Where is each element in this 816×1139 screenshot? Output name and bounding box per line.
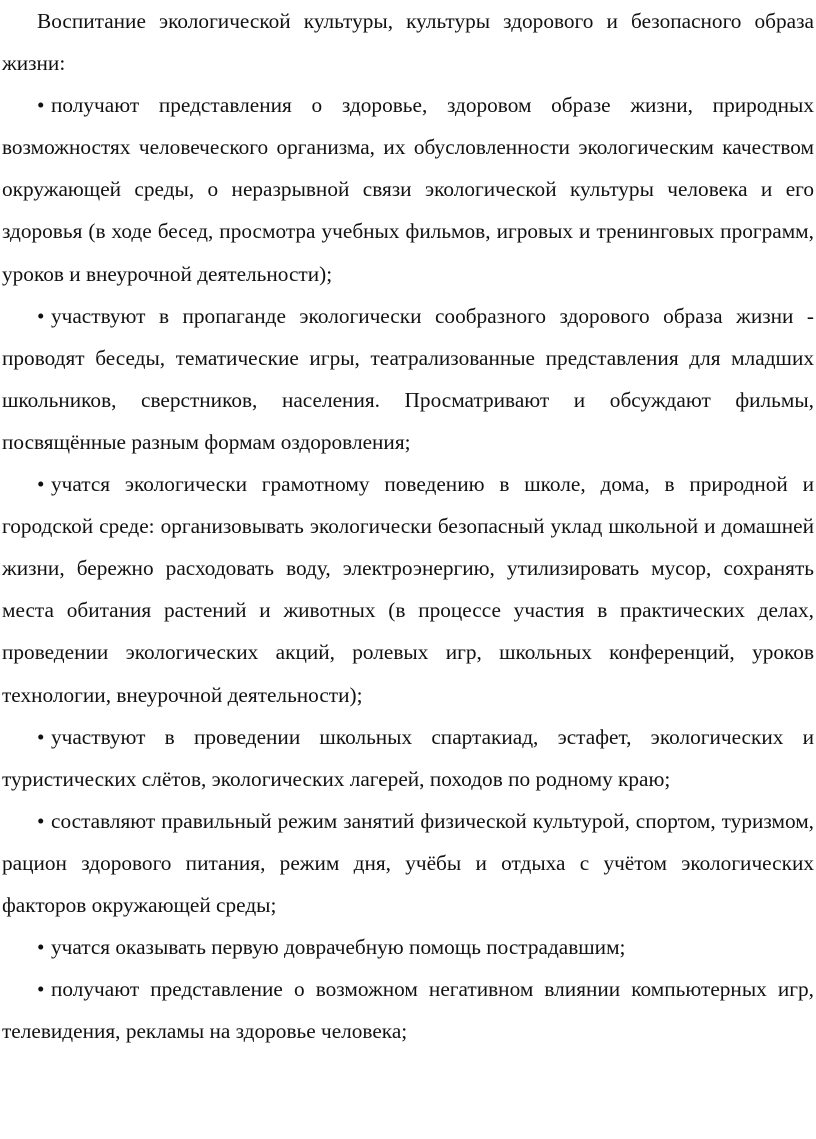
bullet-marker: • <box>37 303 45 328</box>
list-item-text: составляют правильный режим занятий физической культурой, спортом, туризмом, рацион здорового питания, режим дня, учёбы и отдыха с учётом экологических факторов окружающей среды; <box>2 808 814 917</box>
list-item-health-knowledge <box>2 84 814 294</box>
list-item-propaganda <box>2 295 814 463</box>
list-item-first-aid <box>2 926 814 968</box>
list-item-text: участвуют в проведении школьных спартакиад, эстафет, экологических и туристических слётов, экологических лагерей, походов по родному краю; <box>2 724 814 791</box>
document-page <box>2 0 814 1052</box>
list-item-daily-regime <box>2 800 814 926</box>
list-item-text: учатся оказывать первую доврачебную помощь пострадавшим; <box>51 935 626 960</box>
list-item-eco-behavior <box>2 463 814 716</box>
bullet-marker: • <box>37 935 45 960</box>
list-item-media-influence <box>2 968 814 1052</box>
list-item-text: получают представления о здоровье, здоровом образе жизни, природных возможностях человеческого организма, их обусловленности экологическим качеством окружающей среды, о неразрывной связи экологической культуры человека и его здоровья (в ходе бесед, просмотра учебных фильмов, игровых и тренинговых программ, уроков и внеурочной деятельности); <box>2 93 814 286</box>
bullet-marker: • <box>37 808 45 833</box>
list-item-text: учатся экологически грамотному поведению в школе, дома, в природной и городской среде: организовывать экологически безопасный уклад школьной и домашней жизни, бережно расходовать воду, электроэнергию, утилизировать мусор, сохранять места обитания растений и животных (в процессе участия в практических делах, проведении экологических акций, ролевых игр, школьных конференций, уроков технологии, внеурочной деятельности); <box>2 472 814 707</box>
list-item-text: участвуют в пропаганде экологически сообразного здорового образа жизни - проводят беседы, тематические игры, театрализованные представления для младших школьников, сверстников, населения. Просматривают и обсуждают фильмы, посвящённые разным формам оздоровления; <box>2 303 814 454</box>
bullet-marker: • <box>37 472 45 497</box>
list-item-sports-events <box>2 716 814 800</box>
intro-paragraph: Воспитание экологической культуры, культуры здорового и безопасного образа жизни: <box>2 9 814 76</box>
bullet-marker: • <box>37 724 45 749</box>
bullet-marker: • <box>37 93 45 118</box>
list-item-text: получают представление о возможном негативном влиянии компьютерных игр, телевидения, рекламы на здоровье человека; <box>2 977 814 1044</box>
bullet-marker: • <box>37 977 45 1002</box>
